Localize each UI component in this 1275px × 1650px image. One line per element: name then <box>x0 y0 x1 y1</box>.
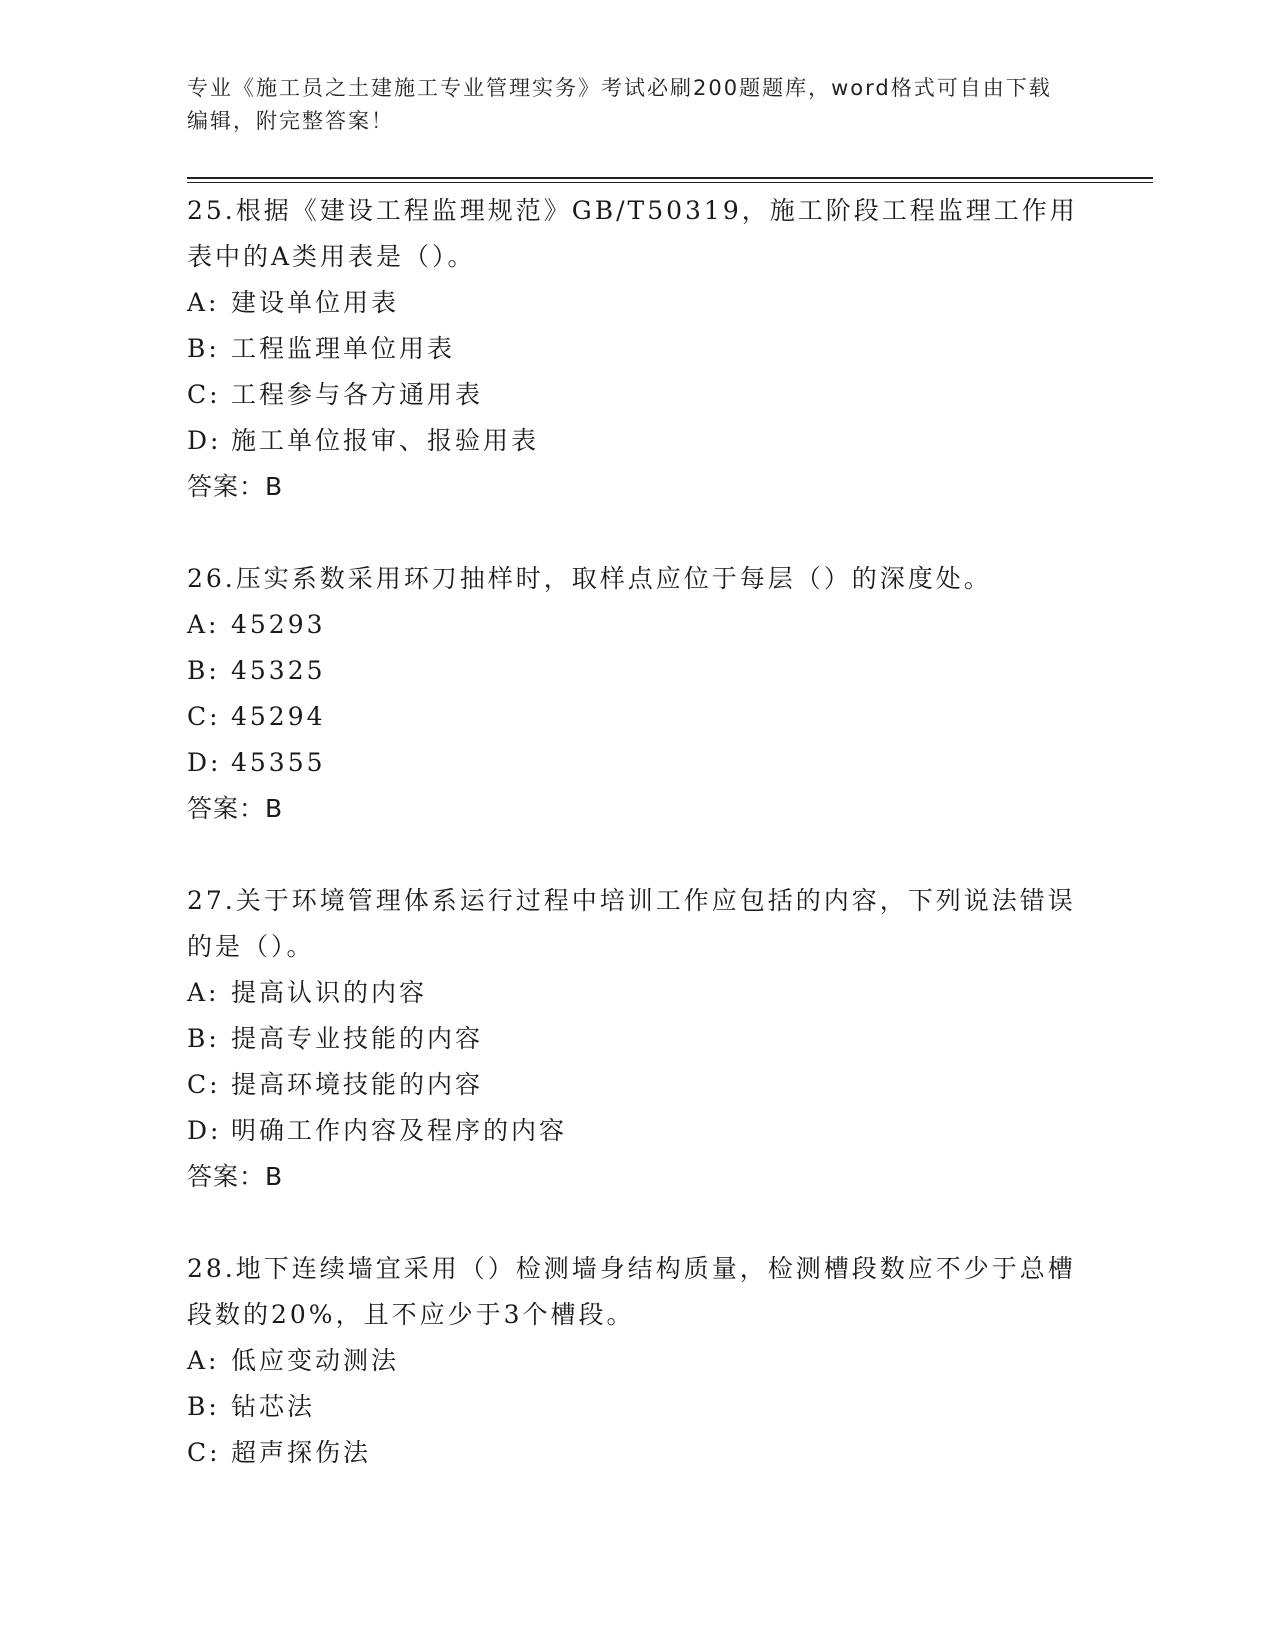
option-text: 提高环境技能的内容 <box>231 1070 484 1099</box>
option-letter: B: <box>187 1024 220 1053</box>
option-text: 工程监理单位用表 <box>231 334 456 363</box>
option-letter: C: <box>187 702 221 731</box>
option-b <box>187 1016 1087 1062</box>
option-letter: B: <box>187 334 220 363</box>
question-stem: 25.根据《建设工程监理规范》GB/T50319，施工阶段工程监理工作用表中的A类用表是（）。 <box>187 196 1078 271</box>
option-b <box>187 1384 1087 1430</box>
question-27 <box>187 878 1087 1200</box>
option-letter: A: <box>187 1346 220 1375</box>
option-text: 45293 <box>231 610 326 639</box>
option-a <box>187 602 1087 648</box>
question-gap <box>187 1200 1087 1246</box>
option-b <box>187 326 1087 372</box>
question-gap <box>187 510 1087 556</box>
document-header: 专业《施工员之土建施工专业管理实务》考试必刷200题题库，word格式可自由下载编辑，附完整答案！ <box>187 76 1052 133</box>
option-a <box>187 1338 1087 1384</box>
answer-line: 答案：B <box>187 794 284 823</box>
question-26 <box>187 556 1087 832</box>
option-text: 施工单位报审、报验用表 <box>231 426 540 455</box>
option-b <box>187 648 1087 694</box>
option-letter: C: <box>187 1070 221 1099</box>
option-letter: B: <box>187 1392 220 1421</box>
option-text: 工程参与各方通用表 <box>231 380 484 409</box>
header-divider-thin <box>187 182 1153 183</box>
option-text: 明确工作内容及程序的内容 <box>231 1116 568 1145</box>
option-c <box>187 1062 1087 1108</box>
option-d <box>187 740 1087 786</box>
option-c <box>187 694 1087 740</box>
option-letter: C: <box>187 380 221 409</box>
option-a <box>187 970 1087 1016</box>
question-stem: 28.地下连续墙宜采用（）检测墙身结构质量，检测槽段数应不少于总槽段数的20%，且不应少于3个槽段。 <box>187 1254 1076 1329</box>
option-c <box>187 372 1087 418</box>
option-letter: A: <box>187 288 220 317</box>
question-gap <box>187 832 1087 878</box>
option-text: 45355 <box>231 748 326 777</box>
question-28 <box>187 1246 1087 1476</box>
header-divider-thick <box>187 177 1153 179</box>
option-letter: C: <box>187 1438 221 1467</box>
answer-line: 答案：B <box>187 472 284 501</box>
option-d <box>187 418 1087 464</box>
option-text: 超声探伤法 <box>231 1438 372 1467</box>
option-a <box>187 280 1087 326</box>
question-25 <box>187 188 1087 510</box>
option-letter: B: <box>187 656 220 685</box>
option-text: 45325 <box>231 656 326 685</box>
question-stem: 26.压实系数采用环刀抽样时，取样点应位于每层（）的深度处。 <box>187 564 992 593</box>
option-letter: D: <box>187 748 222 777</box>
option-text: 提高专业技能的内容 <box>231 1024 484 1053</box>
option-text: 45294 <box>231 702 326 731</box>
answer-line: 答案：B <box>187 1162 284 1191</box>
option-letter: A: <box>187 610 220 639</box>
question-list <box>187 188 1087 1476</box>
option-text: 低应变动测法 <box>231 1346 400 1375</box>
question-stem: 27.关于环境管理体系运行过程中培训工作应包括的内容，下列说法错误的是（）。 <box>187 886 1076 961</box>
option-text: 建设单位用表 <box>231 288 400 317</box>
option-text: 钻芯法 <box>231 1392 316 1421</box>
option-d <box>187 1108 1087 1154</box>
option-letter: A: <box>187 978 220 1007</box>
option-letter: D: <box>187 1116 222 1145</box>
option-c <box>187 1430 1087 1476</box>
option-text: 提高认识的内容 <box>231 978 428 1007</box>
option-letter: D: <box>187 426 222 455</box>
